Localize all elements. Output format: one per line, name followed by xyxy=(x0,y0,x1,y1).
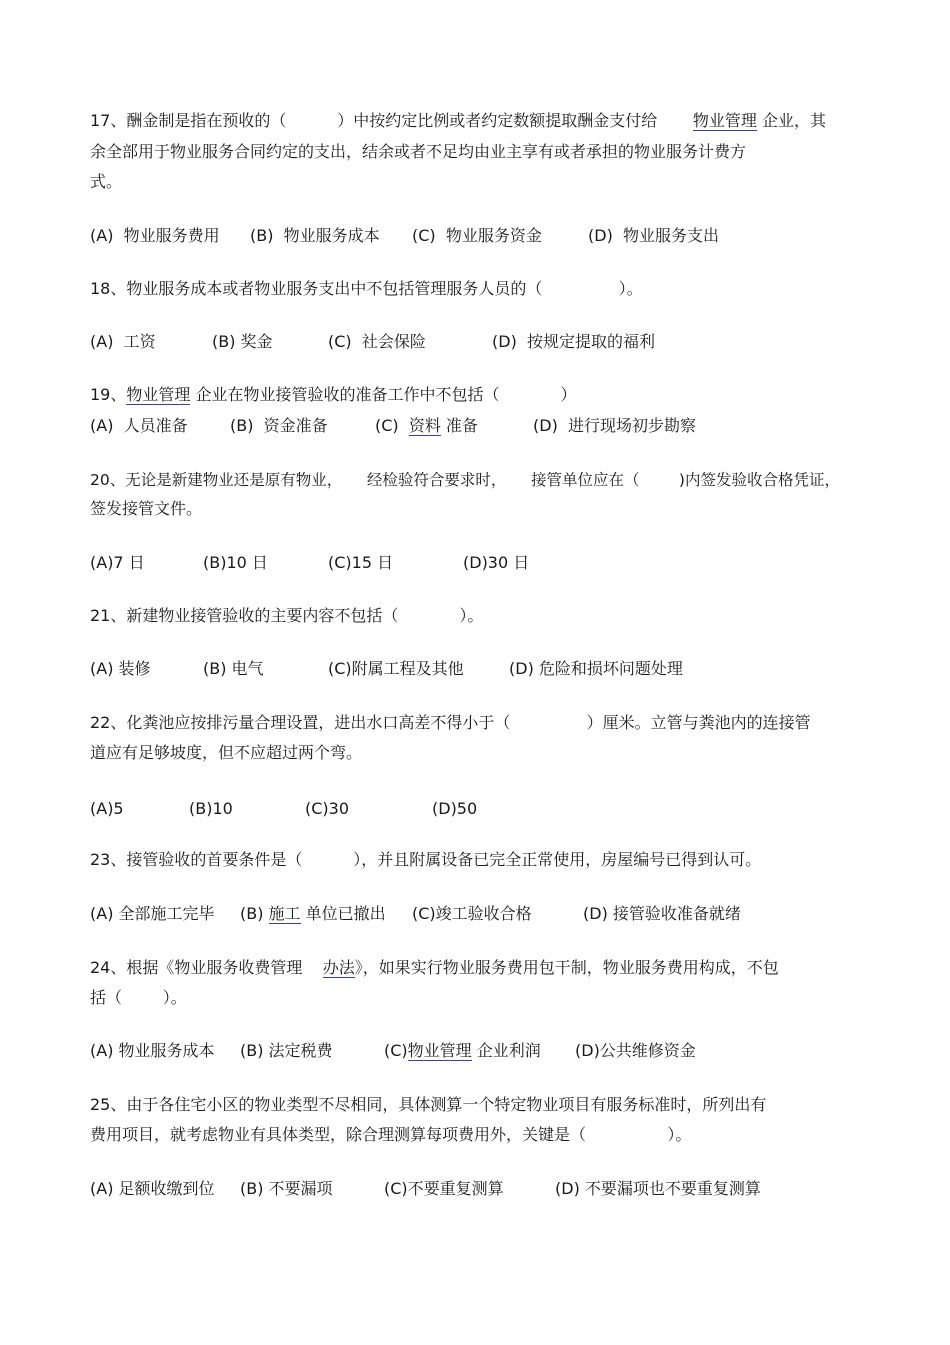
q22-line-2: 道应有足够坡度，但不应超过两个弯。 xyxy=(90,743,363,762)
q22-line-1: 22、化粪池应按排污量合理设置，进出水口高差不得小于（ ）厘米。立管与粪池内的连接管 xyxy=(90,713,811,732)
q18-option-b: (B) 奖金 xyxy=(212,332,273,351)
q19-option-d: (D) 进行现场初步勘察 xyxy=(533,416,696,435)
q20-option-b: (B)10 日 xyxy=(203,553,268,572)
q18-option-a: (A) 工资 xyxy=(90,332,156,351)
q19-link-property-management[interactable]: 物业管理 xyxy=(126,385,191,404)
q25-line-2: 费用项目，就考虑物业有具体类型，除合理测算每项费用外，关键是（ ）。 xyxy=(90,1125,692,1144)
q24-option-a: (A) 物业服务成本 xyxy=(90,1041,215,1060)
q24-option-b: (B) 法定税费 xyxy=(240,1041,333,1060)
q17-text-a: 17、酬金制是指在预收的（ ）中按约定比例或者约定数额提取酬金支付给 xyxy=(90,111,658,130)
q22-option-b: (B)10 xyxy=(189,799,233,818)
q22-option-a: (A)5 xyxy=(90,799,124,818)
q24-link-measures[interactable]: 办法 xyxy=(322,958,355,977)
q20-option-a: (A)7 日 xyxy=(90,553,145,572)
q17-line-3: 式。 xyxy=(90,172,123,191)
q17-line-1 xyxy=(90,111,826,131)
q24-line-1 xyxy=(90,958,779,978)
q19-option-b: (B) 资金准备 xyxy=(230,416,328,435)
q23-link-construction[interactable]: 施工 xyxy=(268,904,301,923)
q17-option-b: (B) 物业服务成本 xyxy=(250,226,380,245)
q21-option-b: (B) 电气 xyxy=(203,659,264,678)
q20-line-1: 20、无论是新建物业还是原有物业， 经检验符合要求时， 接管单位应在（ )内签发验收合格凭证， xyxy=(90,471,840,489)
q21-line-1: 21、新建物业接管验收的主要内容不包括（ ）。 xyxy=(90,606,484,625)
q24-option-c xyxy=(384,1041,541,1061)
q19-number: 19、 xyxy=(90,385,127,404)
q24-text-b: 》，如果实行物业服务费用包干制，物业服务费用构成，不包 xyxy=(354,958,779,977)
q21-option-d: (D) 危险和损坏问题处理 xyxy=(509,659,683,678)
q25-line-1: 25、由于各住宅小区的物业类型不尽相同，具体测算一个特定物业项目有服务标准时，所列出有 xyxy=(90,1095,767,1114)
q23-option-d: (D) 接管验收准备就绪 xyxy=(583,904,741,923)
q21-option-a: (A) 装修 xyxy=(90,659,151,678)
q22-option-c: (C)30 xyxy=(305,799,350,818)
q23-option-b xyxy=(240,904,386,924)
q20-option-d: (D)30 日 xyxy=(463,553,530,572)
q25-option-c: (C)不要重复测算 xyxy=(384,1179,504,1198)
q17-text-b: 企业，其 xyxy=(756,111,826,130)
q20-line-2: 签发接管文件。 xyxy=(90,499,203,518)
q17-link-property-management[interactable]: 物业管理 xyxy=(692,111,757,130)
q24-link-property-management[interactable]: 物业管理 xyxy=(407,1041,472,1060)
q25-option-b: (B) 不要漏项 xyxy=(240,1179,333,1198)
q19-option-c-label: (C) xyxy=(375,416,409,435)
q21-option-c: (C)附属工程及其他 xyxy=(328,659,464,678)
q17-option-d: (D) 物业服务支出 xyxy=(588,226,719,245)
q19-link-materials[interactable]: 资料 xyxy=(408,416,441,435)
q24-option-c-label: (C) xyxy=(384,1041,408,1060)
q24-line-2: 括（ ）。 xyxy=(90,988,187,1007)
q19-option-c-text: 准备 xyxy=(440,416,478,435)
q24-text-a: 24、根据《物业服务收费管理 xyxy=(90,958,323,977)
q25-option-a: (A) 足额收缴到位 xyxy=(90,1179,215,1198)
q25-option-d: (D) 不要漏项也不要重复测算 xyxy=(555,1179,761,1198)
q20-option-c: (C)15 日 xyxy=(328,553,394,572)
q19-option-c xyxy=(375,416,478,436)
q17-line-2: 余全部用于物业服务合同约定的支出，结余或者不足均由业主享有或者承担的物业服务计费方 xyxy=(90,142,747,161)
q19-line-1 xyxy=(90,385,577,405)
q23-option-b-text: 单位已撤出 xyxy=(300,904,386,923)
q17-option-c: (C) 物业服务资金 xyxy=(412,226,542,245)
q19-text: 企业在物业接管验收的准备工作中不包括（ ） xyxy=(190,385,577,404)
q23-option-b-label: (B) xyxy=(240,904,269,923)
q18-option-c: (C) 社会保险 xyxy=(328,332,426,351)
q24-option-c-text: 企业利润 xyxy=(471,1041,541,1060)
q18-option-d: (D) 按规定提取的福利 xyxy=(492,332,655,351)
q17-option-a: (A) 物业服务费用 xyxy=(90,226,220,245)
q22-option-d: (D)50 xyxy=(432,799,478,818)
q18-line-1: 18、物业服务成本或者物业服务支出中不包括管理服务人员的（ ）。 xyxy=(90,279,643,298)
q23-option-a: (A) 全部施工完毕 xyxy=(90,904,215,923)
q23-option-c: (C)竣工验收合格 xyxy=(412,904,532,923)
q19-option-a: (A) 人员准备 xyxy=(90,416,188,435)
q23-line-1: 23、接管验收的首要条件是（ ），并且附属设备已完全正常使用，房屋编号已得到认可。 xyxy=(90,850,762,869)
q24-option-d: (D)公共维修资金 xyxy=(575,1041,696,1060)
